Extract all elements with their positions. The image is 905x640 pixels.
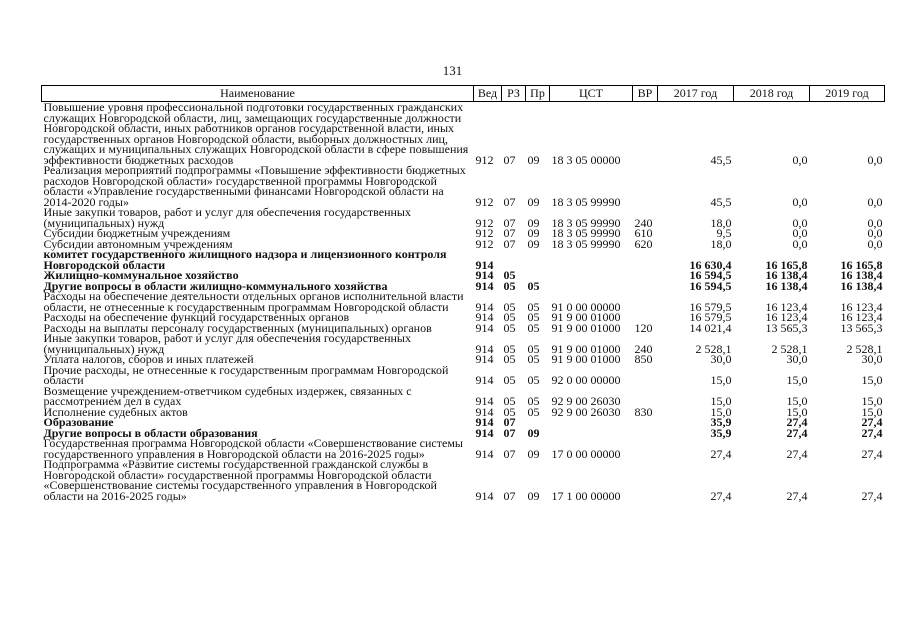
row-cst: 92 0 00 00000: [551, 373, 621, 387]
row-name: Уплата налогов, сборов и иных платежей: [43, 352, 254, 366]
row-2019: 0,0: [867, 236, 883, 251]
row-vr: [633, 249, 658, 270]
row-2019: 16 138,4: [840, 268, 883, 282]
row-rz: 07: [503, 194, 516, 209]
row-2019: 30,0: [861, 352, 883, 366]
row-2017: 16 579,5: [689, 299, 732, 314]
row-rz: 07: [503, 446, 516, 461]
row-cst: 18 3 05 99990: [551, 194, 621, 209]
table-row: [42, 249, 885, 270]
row-2019: 13 565,3: [840, 320, 883, 335]
row-2017: 15,0: [710, 394, 732, 408]
row-name: Расходы на выплаты персоналу государственных (муниципальных) органов: [43, 320, 432, 335]
row-2018: 16 123,4: [765, 299, 808, 314]
row-2019: 27,4: [861, 446, 883, 461]
row-2018: 16 138,4: [765, 278, 808, 293]
table-row: [42, 291, 885, 312]
row-ved: 914: [475, 310, 494, 324]
header-pr: Пр: [526, 86, 550, 102]
row-2017: 9,5: [716, 226, 732, 240]
row-2019: 16 123,4: [840, 299, 883, 314]
row-pr: 09: [527, 194, 540, 209]
row-rz: 05: [503, 268, 516, 282]
row-pr: 05: [527, 310, 540, 324]
row-pr: 05: [527, 320, 540, 335]
row-cst: 17 0 00 00000: [551, 446, 621, 461]
row-vr: [633, 386, 658, 407]
row-ved: 912: [475, 236, 494, 251]
row-cst: 91 9 00 01000: [551, 320, 621, 335]
row-ved: 914: [475, 278, 494, 293]
row-2018: 27,4: [786, 488, 808, 503]
header-ved: Вед: [474, 86, 502, 102]
row-rz: 07: [503, 226, 516, 240]
row-2019: 15,0: [861, 394, 883, 408]
page-number: 131: [442, 63, 463, 78]
row-2017: 16 630,4: [689, 257, 732, 272]
row-ved: 912: [475, 152, 494, 167]
row-2018: 0,0: [792, 194, 808, 209]
row-vr: 120: [634, 320, 653, 335]
row-rz: 07: [503, 152, 516, 167]
row-ved: 914: [475, 373, 494, 387]
row-rz: 05: [503, 352, 516, 366]
table-row: [42, 407, 885, 418]
row-ved: 914: [475, 352, 494, 366]
row-name: Жилищно-коммунальное хозяйство: [43, 268, 239, 282]
row-pr: [526, 249, 550, 270]
table-row: [42, 102, 885, 166]
row-cst: [550, 270, 633, 281]
header-rz: РЗ: [502, 86, 526, 102]
row-name: Образование: [43, 415, 114, 429]
row-vr: 610: [634, 226, 653, 240]
row-pr: 09: [527, 488, 540, 503]
header-cst: ЦСТ: [550, 86, 633, 102]
header-name: Наименование: [42, 86, 474, 102]
row-2019: 16 138,4: [840, 278, 883, 293]
row-2017: 35,9: [710, 415, 732, 429]
row-rz: 05: [503, 404, 516, 419]
row-cst: 18 3 05 99990: [551, 215, 621, 230]
row-ved: 914: [475, 299, 494, 314]
row-2017: 15,0: [710, 373, 732, 387]
row-2017: 45,5: [710, 194, 732, 209]
row-2017: 16 594,5: [689, 268, 732, 282]
row-cst: 17 1 00 00000: [551, 488, 621, 503]
row-2018: 2 528,1: [771, 341, 808, 356]
header-2019: 2019 год: [810, 86, 885, 102]
row-name: Исполнение судебных актов: [43, 404, 188, 419]
row-2018: 16 165,8: [765, 257, 808, 272]
row-pr: 09: [527, 152, 540, 167]
row-pr: 05: [527, 373, 540, 387]
row-pr: 05: [527, 404, 540, 419]
row-2017: 35,9: [710, 425, 732, 440]
row-rz: 05: [503, 341, 516, 356]
row-2019: 0,0: [867, 194, 883, 209]
row-pr: 09: [527, 236, 540, 251]
row-cst: 18 3 05 00000: [551, 152, 621, 167]
row-2017: 15,0: [710, 404, 732, 419]
row-cst: 91 9 00 01000: [551, 310, 621, 324]
row-2019: 0,0: [867, 215, 883, 230]
row-name: Возмещение учреждением-ответчиком судебных издержек, связанных с рассмотрением дел в судах: [43, 383, 412, 408]
row-rz: 05: [503, 278, 516, 293]
row-pr: 09: [527, 425, 540, 440]
row-cst: 18 3 05 99990: [551, 226, 621, 240]
row-vr: [633, 281, 658, 292]
row-ved: 914: [475, 404, 494, 419]
row-2017: 18,0: [710, 215, 732, 230]
row-cst: 91 9 00 01000: [551, 341, 621, 356]
row-name: Субсидии бюджетным учреждениям: [43, 226, 231, 240]
row-2017: 27,4: [710, 488, 732, 503]
row-2019: 27,4: [861, 488, 883, 503]
row-2019: 0,0: [867, 226, 883, 240]
row-2017: 30,0: [710, 352, 732, 366]
table-row: [42, 333, 885, 354]
row-2019: 27,4: [861, 425, 883, 440]
header-vr: ВР: [633, 86, 658, 102]
row-pr: 09: [527, 226, 540, 240]
row-2019: 15,0: [861, 404, 883, 419]
row-vr: [633, 438, 658, 459]
row-2019: 2 528,1: [846, 341, 883, 356]
row-cst: [550, 417, 633, 428]
row-ved: 914: [475, 394, 494, 408]
row-rz: 05: [503, 373, 516, 387]
row-vr: [633, 428, 658, 439]
row-name: Прочие расходы, не отнесенные к государственным программам Новгородской области: [43, 362, 449, 387]
row-2019: 16 165,8: [840, 257, 883, 272]
row-2019: 0,0: [867, 152, 883, 167]
row-rz: 07: [503, 415, 516, 429]
row-vr: [633, 459, 658, 501]
table-body: [42, 102, 885, 502]
row-2018: 30,0: [786, 352, 808, 366]
row-2017: 16 579,5: [689, 310, 732, 324]
row-2018: 16 123,4: [765, 310, 808, 324]
row-ved: 914: [475, 341, 494, 356]
row-2019: 15,0: [861, 373, 883, 387]
row-name: Реализация мероприятий подпрограммы «Повышение эффективности бюджетных расходов Новгородской области» государственной программы Новгородской области «Управление государственными финансами Новгородской области на 2014-2020 годы»: [43, 163, 466, 209]
row-ved: 914: [475, 415, 494, 429]
row-ved: 912: [475, 226, 494, 240]
row-2017: 45,5: [710, 152, 732, 167]
header-2017: 2017 год: [658, 86, 734, 102]
table-row: [42, 438, 885, 459]
row-rz: 07: [503, 425, 516, 440]
row-cst: [550, 249, 633, 270]
row-pr: 05: [527, 341, 540, 356]
row-cst: [550, 428, 633, 439]
row-name: Расходы на обеспечение функций государственных органов: [43, 310, 350, 324]
row-vr: 240: [634, 215, 653, 230]
row-ved: 912: [475, 215, 494, 230]
row-name: Иные закупки товаров, работ и услуг для обеспечения государственных (муниципальных) нужд: [43, 205, 411, 230]
row-rz: 05: [503, 310, 516, 324]
row-2018: 15,0: [786, 394, 808, 408]
row-pr: 09: [527, 215, 540, 230]
table-row: [42, 365, 885, 386]
table-row: [42, 207, 885, 228]
row-rz: 07: [503, 488, 516, 503]
row-vr: 830: [634, 404, 653, 419]
row-name: Другие вопросы в области жилищно-коммунального хозяйства: [43, 278, 388, 293]
row-name: Другие вопросы в области образования: [43, 425, 258, 440]
row-rz: 05: [503, 320, 516, 335]
row-2017: 2 528,1: [695, 341, 732, 356]
header-2018: 2018 год: [734, 86, 810, 102]
row-ved: 914: [475, 425, 494, 440]
table-row: [42, 459, 885, 501]
row-rz: 07: [503, 215, 516, 230]
row-2018: 0,0: [792, 226, 808, 240]
row-ved: 914: [475, 268, 494, 282]
row-ved: 914: [475, 320, 494, 335]
row-cst: 18 3 05 99990: [551, 236, 621, 251]
row-2018: 15,0: [786, 373, 808, 387]
row-2018: 0,0: [792, 152, 808, 167]
row-2018: 13 565,3: [765, 320, 808, 335]
row-2017: 27,4: [710, 446, 732, 461]
row-vr: [633, 291, 658, 312]
row-2018: 27,4: [786, 425, 808, 440]
row-2017: 16 594,5: [689, 278, 732, 293]
row-cst: 91 9 00 01000: [551, 352, 621, 366]
row-2018: 0,0: [792, 236, 808, 251]
table-row: [42, 165, 885, 207]
row-ved: 912: [475, 194, 494, 209]
row-2019: 16 123,4: [840, 310, 883, 324]
row-rz: [502, 249, 526, 270]
row-name: Субсидии автономным учреждениям: [43, 236, 233, 251]
row-ved: 914: [475, 488, 494, 503]
row-pr: 09: [527, 446, 540, 461]
row-name: Иные закупки товаров, работ и услуг для обеспечения государственных (муниципальных) нужд: [43, 331, 411, 356]
row-name: Государственная программа Новгородской области «Совершенствование системы государственного управления в Новгородской области на 2016-2025 годы»: [43, 436, 463, 461]
row-vr: [633, 102, 658, 166]
row-pr: 05: [527, 299, 540, 314]
budget-table: [41, 85, 885, 501]
row-vr: 620: [634, 236, 653, 251]
table-row: [42, 386, 885, 407]
row-2018: 27,4: [786, 415, 808, 429]
row-pr: 05: [527, 352, 540, 366]
row-vr: 850: [634, 352, 653, 366]
row-cst: 91 0 00 00000: [551, 299, 621, 314]
row-name: Повышение уровня профессиональной подготовки государственных гражданских служащих Новгородской области, лиц, замещающих государственные должности Новгородской области, иных работников органов государственной власти, иных государственных органов Новгородской области, выборных должностных лиц, служащих и муниципальных служащих Новгородской области в сфере повышения эффективности бюджетных расходов: [43, 100, 469, 167]
row-vr: [633, 165, 658, 207]
row-2018: 0,0: [792, 215, 808, 230]
row-cst: 92 9 00 26030: [551, 394, 621, 408]
row-rz: 05: [503, 299, 516, 314]
row-cst: 92 9 00 26030: [551, 404, 621, 419]
row-cst: [550, 281, 633, 292]
row-name: Расходы на обеспечение деятельности отдельных органов исполнительной власти области, не отнесенные к государственным программам Новгородской области: [43, 289, 464, 314]
row-vr: [633, 417, 658, 428]
row-vr: 240: [634, 341, 653, 356]
row-2018: 27,4: [786, 446, 808, 461]
row-2018: 16 138,4: [765, 268, 808, 282]
row-vr: [633, 270, 658, 281]
row-2019: 27,4: [861, 415, 883, 429]
row-name: комитет государственного жилищного надзора и лицензионного контроля Новгородской области: [43, 247, 447, 272]
row-rz: 05: [503, 394, 516, 408]
row-pr: 05: [527, 278, 540, 293]
row-2017: 18,0: [710, 236, 732, 251]
row-ved: 914: [475, 446, 494, 461]
row-2017: 14 021,4: [689, 320, 732, 335]
row-name: Подпрограмма «Развитие системы государственной гражданской службы в Новгородской области» государственной программы Новгородской области «Совершенствование системы государственного управления в Новгородской области на 2016-2025 годы»: [43, 457, 437, 503]
row-rz: 07: [503, 236, 516, 251]
row-vr: [633, 365, 658, 386]
row-2018: 15,0: [786, 404, 808, 419]
row-pr: 05: [527, 394, 540, 408]
row-ved: 914: [475, 257, 494, 272]
